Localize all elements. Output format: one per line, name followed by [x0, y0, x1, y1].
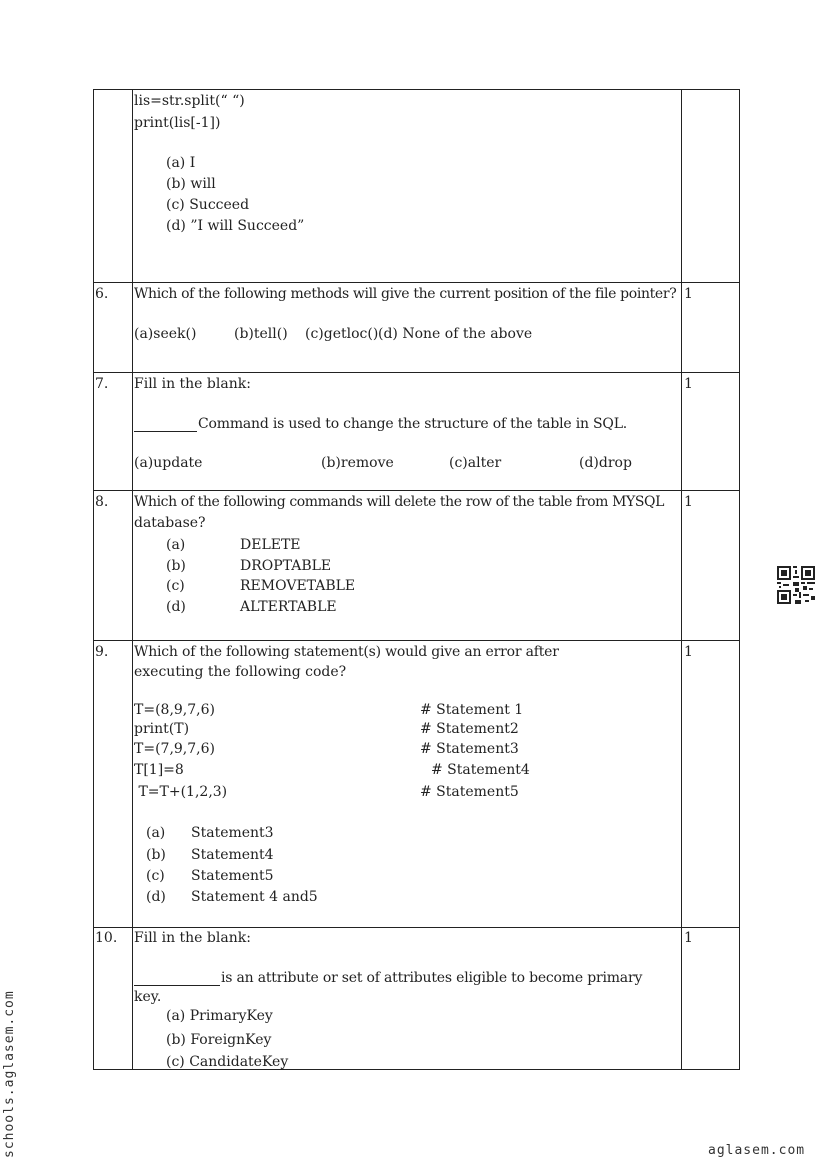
q9-code-comment: # Statement5	[420, 784, 519, 800]
q7-option-c: (c)alter	[449, 455, 502, 471]
q5-option-b: (b) will	[166, 176, 216, 192]
q9-code-line: T=(8,9,7,6)	[134, 702, 215, 718]
q9-code-line: T=(7,9,7,6)	[134, 741, 215, 757]
q9-question-line2: executing the following code?	[134, 664, 347, 680]
q8-option-b-label: (b)	[166, 558, 186, 574]
q10-question: Fill in the blank:	[134, 930, 251, 946]
q10-marks: 1	[684, 930, 693, 946]
q9-code-comment: # Statement 1	[420, 702, 524, 718]
q10-sentence-line1: is an attribute or set of attributes eligible to become primary	[221, 970, 643, 986]
q8-option-b-text: DROPTABLE	[240, 558, 332, 574]
q9-option-c-label: (c)	[146, 868, 165, 884]
q5-option-d: (d) ”I will Succeed”	[166, 218, 305, 234]
q7-number: 7.	[95, 376, 109, 392]
q10-number: 10.	[95, 930, 118, 946]
q6-option-c: (c)getloc()	[305, 326, 379, 342]
q9-option-d-text: Statement 4 and5	[191, 889, 318, 905]
q9-number: 9.	[95, 644, 109, 660]
q8-option-c-text: REMOVETABLE	[240, 578, 356, 594]
q8-option-a-text: DELETE	[240, 537, 301, 553]
q8-question-line1: Which of the following commands will delete the row of the table from MYSQL	[134, 494, 665, 510]
q8-option-a-label: (a)	[166, 537, 186, 553]
q5-option-c: (c) Succeed	[166, 197, 250, 213]
q6-question: Which of the following methods will give the current position of the file pointer?	[134, 286, 677, 302]
q10-blank-line	[134, 985, 220, 986]
q9-code-line: T=T+(1,2,3)	[134, 784, 228, 800]
q9-code-line: print(T)	[134, 721, 190, 737]
q8-number: 8.	[95, 494, 109, 510]
q8-marks: 1	[684, 494, 693, 510]
q8-option-d-text: ALTERTABLE	[240, 599, 337, 615]
q5-code-line2: print(lis[-1])	[134, 115, 221, 131]
q9-code-line: T[1]=8	[134, 762, 184, 778]
q9-option-c-text: Statement5	[191, 868, 274, 884]
q9-option-d-label: (d)	[146, 889, 166, 905]
side-watermark: schools.aglasem.com	[2, 990, 17, 1158]
q9-option-a-text: Statement3	[191, 825, 274, 841]
q6-option-d: (d) None of the above	[378, 326, 533, 342]
q5-code-line1: lis=str.split(“ “)	[134, 93, 245, 109]
q10-option-b: (b) ForeignKey	[166, 1032, 272, 1048]
q6-option-b: (b)tell()	[234, 326, 288, 342]
q9-option-b-label: (b)	[146, 847, 166, 863]
qr-code-icon	[777, 566, 815, 604]
q7-marks: 1	[684, 376, 693, 392]
q6-marks: 1	[684, 286, 693, 302]
q8-question-line2: database?	[134, 515, 206, 531]
q7-option-a: (a)update	[134, 455, 203, 471]
q7-option-b: (b)remove	[321, 455, 394, 471]
q7-question: Fill in the blank:	[134, 376, 251, 392]
q10-option-a: (a) PrimaryKey	[166, 1008, 273, 1024]
q8-option-d-label: (d)	[166, 599, 186, 615]
q9-option-a-label: (a)	[146, 825, 166, 841]
question-table	[93, 89, 740, 1070]
q10-sentence-line2: key.	[134, 989, 162, 1005]
q9-code-comment: # Statement4	[431, 762, 530, 778]
q9-question-line1: Which of the following statement(s) would give an error after	[134, 644, 559, 660]
q9-code-comment: # Statement3	[420, 741, 519, 757]
q9-marks: 1	[684, 644, 693, 660]
footer-watermark: aglasem.com	[708, 1143, 806, 1158]
q7-option-d: (d)drop	[579, 455, 632, 471]
q7-sentence: Command is used to change the structure of the table in SQL.	[198, 416, 628, 432]
q6-number: 6.	[95, 286, 109, 302]
q10-option-c: (c) CandidateKey	[166, 1054, 289, 1070]
q7-blank-line	[134, 431, 197, 432]
q8-option-c-label: (c)	[166, 578, 185, 594]
q5-option-a: (a) I	[166, 155, 196, 171]
q9-code-comment: # Statement2	[420, 721, 519, 737]
q9-option-b-text: Statement4	[191, 847, 274, 863]
q6-option-a: (a)seek()	[134, 326, 197, 342]
